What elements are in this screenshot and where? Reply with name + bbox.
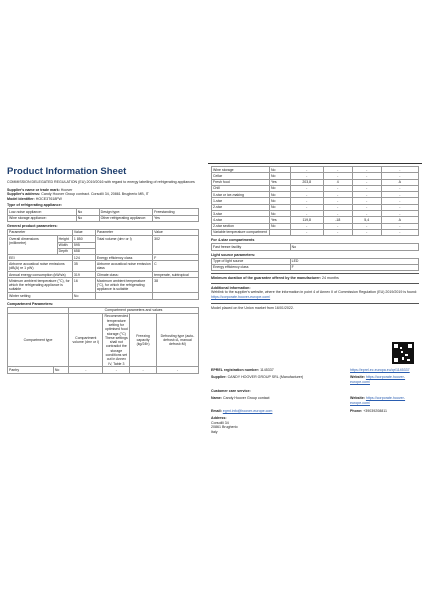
table-cell: - (323, 173, 352, 179)
supplier-value: CANDY HOOVER GROUP SRL (Manufacturer) (227, 375, 304, 379)
table-cell: - (352, 204, 381, 210)
eprel-label: EPREL registration number: (211, 368, 260, 372)
table-cell: Cellar (212, 173, 270, 179)
table-cell: - (290, 167, 323, 173)
fast-freeze-value: No (290, 244, 418, 250)
table-cell: - (352, 198, 381, 204)
care-website-line (350, 396, 418, 405)
table-cell: - (381, 204, 418, 210)
phone-label: Phone: (350, 409, 363, 413)
table-cell: Yes (269, 217, 290, 223)
fast-freeze-table (211, 243, 419, 250)
table-cell: 2-star (212, 204, 270, 210)
table-cell: Energy efficiency class (95, 255, 152, 261)
table-cell: A (381, 179, 418, 185)
table-cell: Climate class: (95, 272, 152, 278)
table-cell: 38 (153, 278, 199, 293)
care-website-label: Website: (350, 396, 365, 400)
table-cell: - (290, 198, 323, 204)
eprel-line (211, 368, 274, 373)
care-name-value: Candy Hoover Group contact (223, 396, 270, 400)
table-cell: 2-star section (212, 223, 270, 229)
address-label: Address: (211, 416, 227, 420)
light-class-label: Energy efficiency class (212, 264, 291, 270)
table-cell: Airborne acoustical noise emissions (dB(A) re 1 pW) (8, 261, 73, 272)
info-sheet-page-1 (4, 148, 202, 440)
table-cell: 595 (72, 242, 95, 248)
table-cell: No (76, 209, 99, 215)
supplier-line (211, 375, 341, 380)
email-link[interactable]: egmt.info@hoover-europe.com (222, 409, 273, 413)
table-cell: 0-star or ice-making (212, 192, 270, 198)
table-cell: - (381, 173, 418, 179)
table-cell: 1 850 (72, 236, 95, 242)
table-cell: Wine storage appliance: (8, 215, 77, 221)
appliance-type-table (7, 208, 199, 222)
table-cell: No (72, 293, 95, 299)
table-cell: - (290, 211, 323, 217)
table-cell: - (156, 367, 198, 373)
email-label: Email: (211, 409, 222, 413)
four-star-heading: For 4-star compartments (211, 238, 255, 243)
info-sheet-page-2 (208, 158, 422, 440)
table-cell: - (130, 367, 157, 373)
email-line (211, 409, 272, 414)
phone-value: +39039208811 (363, 409, 388, 413)
column-header: Compartment volume (dm³ or l) (69, 313, 103, 367)
additional-info-text (211, 290, 418, 299)
table-cell: - (290, 229, 323, 235)
table-cell: -18 (323, 217, 352, 223)
table-cell: EEI (8, 255, 73, 261)
table-cell: - (352, 192, 381, 198)
table-cell: - (290, 192, 323, 198)
table-cell: - (352, 211, 381, 217)
table-cell: - (290, 173, 323, 179)
supplier-address-value: Candy Hoover Group contract. Corsoilli 34, 20861 Brugherio MB, IT (41, 192, 149, 197)
table-cell: - (323, 211, 352, 217)
table-cell: - (352, 185, 381, 191)
table-cell: C (153, 261, 199, 272)
divider (211, 283, 419, 284)
customer-care-heading: Customer care service: (211, 389, 251, 393)
address-line: Corsoilli 34 (211, 420, 229, 425)
sheet-title: Product Information Sheet (7, 166, 127, 177)
column-header: Parameter (8, 229, 73, 235)
table-cell: Low-noise appliance: (8, 209, 77, 215)
guarantee-label: Minimum duration of the guarantee offered by the manufacturer: (211, 276, 322, 281)
table-cell: - (352, 173, 381, 179)
table-cell: Yes (153, 215, 199, 221)
table-cell: 4 (323, 179, 352, 185)
additional-info-body: Weblink to the supplier's website, where the information in point 4 of Annex II of Commission Regulation (EU) 2019/2019 is found: (211, 290, 417, 295)
table-cell: No (269, 173, 290, 179)
table-cell: Airborne acoustical noise emission class (96, 261, 151, 271)
compartment-table (7, 307, 199, 374)
website-line (350, 375, 418, 384)
light-source-table (211, 258, 419, 272)
table-cell: 3-star (212, 211, 270, 217)
table-cell: 319 (72, 272, 95, 278)
table-cell: 5,4 (352, 217, 381, 223)
table-cell: Height (57, 236, 72, 242)
care-name-line (211, 396, 270, 401)
additional-info-heading: Additional information: (211, 285, 251, 290)
model-line (7, 197, 202, 202)
table-cell: - (103, 367, 130, 373)
table-cell: 4-star (212, 217, 270, 223)
market-placement-text: Model placed on the Union market from 16/01/2022. (211, 305, 294, 310)
column-header: Defrosting type (auto-defrost=A, manual defrost=M) (156, 313, 198, 367)
table-cell: - (323, 167, 352, 173)
eprel-value: 1145337 (260, 368, 274, 372)
table-cell: Depth (57, 248, 72, 254)
website-link[interactable]: https://corporate.hoover-europe.com/ (350, 375, 406, 384)
table-cell: - (352, 223, 381, 229)
table-cell: Fresh food (212, 179, 270, 185)
table-cell: No (269, 185, 290, 191)
table-cell: Minimum ambient temperature (°C), for which the refrigerating appliance is suitable (8, 278, 73, 293)
address-block (211, 416, 238, 434)
table-row (212, 244, 419, 250)
table-cell: A (381, 217, 418, 223)
table-cell (95, 293, 152, 299)
table-cell: - (381, 223, 418, 229)
table-cell: - (69, 367, 103, 373)
column-header: Parameter (95, 229, 152, 235)
light-source-heading: Light source parameters: (211, 252, 256, 257)
address-line: 20861 Brugherio (211, 425, 238, 430)
table-cell: 658 (72, 248, 95, 254)
table-cell: - (381, 211, 418, 217)
table-cell: - (290, 185, 323, 191)
table-cell: 119,8 (290, 217, 323, 223)
table-row (8, 215, 199, 221)
light-class-value: F (290, 264, 418, 270)
table-cell: temperate, subtropical (153, 272, 199, 278)
divider (211, 273, 419, 274)
website-label: Website: (350, 375, 365, 379)
table-cell: No (269, 198, 290, 204)
address-line: Italy (211, 429, 218, 434)
table-cell: Maximum ambient temperature (°C), for which the refrigerating appliance is suitable (95, 278, 152, 293)
additional-info-link[interactable]: https://corporate.hoover-europe.com/ (211, 294, 271, 299)
table-cell: No (269, 211, 290, 217)
light-type-label: Type of light source (212, 258, 291, 264)
column-header: Value (72, 229, 95, 235)
table-cell (269, 229, 290, 235)
supplier-name-label: Supplier's name or trade mark: (7, 187, 60, 192)
table-cell: 35 (72, 261, 95, 272)
table-row (212, 229, 419, 235)
table-cell: - (323, 192, 352, 198)
table-cell: - (290, 204, 323, 210)
total-volume-label: Total volume (dm³ or l) (95, 236, 152, 255)
table-cell: - (381, 167, 418, 173)
table-cell: No (269, 204, 290, 210)
general-parameters-table (7, 229, 199, 300)
table-row (8, 261, 199, 272)
supplier-label: Supplier: (211, 375, 227, 379)
total-volume-value: 302 (153, 236, 199, 255)
table-cell: Variable temperature compartment (212, 229, 270, 235)
table-cell (153, 293, 199, 299)
table-cell: 1-star (212, 198, 270, 204)
table-cell: Winter setting (8, 293, 73, 299)
column-header: Compartment type (8, 313, 69, 367)
guarantee-value: 24 months (322, 276, 339, 281)
table-cell: F (153, 255, 199, 261)
compartment-parameters-heading: Compartment Parameters: (7, 301, 54, 306)
model-label: Model identifier: (7, 196, 35, 201)
compartment-table-continued (211, 166, 419, 236)
table-cell: 124 (72, 255, 95, 261)
table-cell: Freestanding (153, 209, 199, 215)
column-header: Value (153, 229, 199, 235)
dimensions-label: Overall dimensions (millimetre) (8, 236, 58, 255)
table-cell: Width (57, 242, 72, 248)
divider (211, 303, 419, 304)
table-cell: - (290, 223, 323, 229)
table-cell: - (323, 229, 352, 235)
care-website-link[interactable]: https://corporate.hoover-europe.com/ (350, 396, 406, 405)
table-cell: 203,8 (290, 179, 323, 185)
table-row (8, 236, 199, 242)
table-cell: No (76, 215, 99, 221)
table-cell: Pantry (8, 367, 54, 373)
divider (208, 163, 422, 164)
table-cell: Chill (212, 185, 270, 191)
table-cell: Design type: (99, 209, 152, 215)
light-type-value: LED (290, 258, 418, 264)
fast-freeze-label: Fast freeze facility (212, 244, 291, 250)
table-cell: - (352, 229, 381, 235)
table-row (8, 278, 199, 293)
eprel-link[interactable]: https://eprel.ec.europa.eu/qr/1145337 (350, 368, 410, 372)
table-cell: - (381, 229, 418, 235)
table-cell: Yes (269, 179, 290, 185)
table-cell: - (352, 179, 381, 185)
table-cell: No (269, 223, 290, 229)
guarantee-line (211, 276, 422, 281)
model-value: HOCE3T618FW (35, 196, 62, 201)
regulation-text: COMMISSION DELEGATED REGULATION (EU) 2019/2016 with regard to energy labelling of refrigerating appliances (7, 180, 195, 184)
table-cell: No (269, 192, 290, 198)
table-cell: - (323, 204, 352, 210)
appliance-type-heading: Type of refrigerating appliance: (7, 203, 62, 208)
general-parameters-heading: General product parameters: (7, 223, 58, 228)
table-cell: Other refrigerating appliance: (99, 215, 152, 221)
supplier-name-value: Hoover (60, 187, 73, 192)
table-cell: - (323, 198, 352, 204)
supplier-address-label: Supplier's address: (7, 192, 41, 197)
table-cell: No (53, 367, 68, 373)
qr-code-icon[interactable] (392, 342, 414, 364)
care-name-label: Name: (211, 396, 222, 400)
table-cell: - (381, 192, 418, 198)
compartment-group-header: Compartment parameters and values (69, 307, 199, 313)
table-header-row (8, 313, 199, 367)
column-header: Freezing capacity (kg/24h) (130, 313, 157, 367)
column-header: Recommended temperature setting for optimised food storage (°C) These settings shall not contradict the storage conditions set out in Annex IV, Table 3 (104, 314, 129, 366)
table-cell: - (323, 223, 352, 229)
table-cell: Annual energy consumption (kWh/a) (8, 272, 73, 278)
table-cell: Wine storage (212, 167, 270, 173)
table-cell: 16 (72, 278, 95, 293)
table-cell: - (381, 185, 418, 191)
table-cell: - (352, 167, 381, 173)
table-cell: - (381, 198, 418, 204)
table-cell: No (269, 167, 290, 173)
table-row (212, 264, 419, 270)
table-cell: - (323, 185, 352, 191)
table-row (8, 367, 199, 373)
phone-line (350, 409, 387, 414)
table-row (8, 293, 199, 299)
